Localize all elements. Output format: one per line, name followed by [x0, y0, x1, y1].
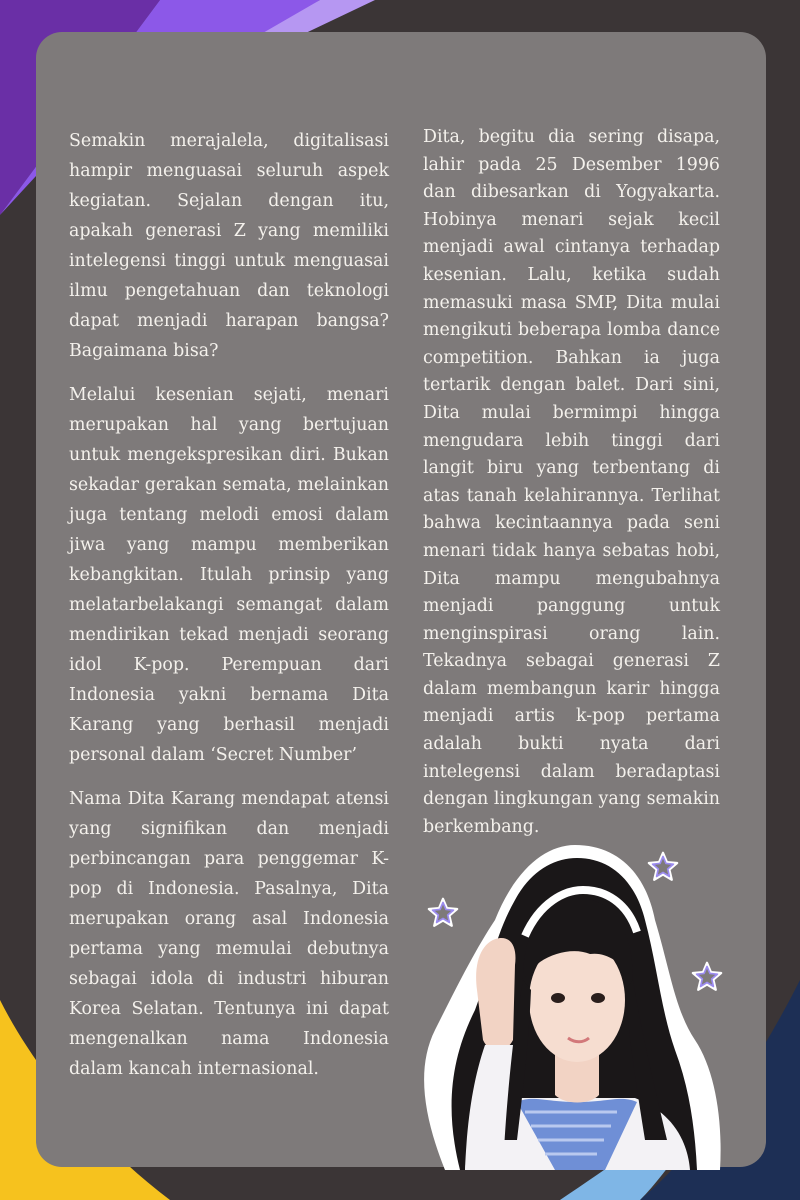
paragraph-dance: Melalui kesenian sejati, menari merupakan hal yang bertujuan untuk mengekspresikan diri. Bukan sekadar gerakan semata, melainkan juga tentang melodi emosi dalam jiwa yang mampu memberikan kebangkitan. Itulah prinsip yang melatarbelakangi semangat dalam mendirikan tekad menjadi seorang idol K-pop. Perempuan dari Indonesia yakni bernama Dita Karang yang berhasil menjadi personal dalam ‘Secret Number’ — [69, 385, 389, 765]
paragraph-biography: Dita, begitu dia sering disapa, lahir pada 25 Desember 1996 dan dibesarkan di Yogyakarta. Hobinya menari sejak kecil menjadi awal cintanya terhadap kesenian. Lalu, ketika sudah memasuki masa SMP, Dita mulai mengikuti beberapa lomba dance competition. Bahkan ia juga tertarik dengan balet. Dari sini, Dita mulai bermimpi hingga mengudara lebih tinggi dari langit biru yang terbentang di atas tanah kelahirannya. Terlihat bahwa kecintaannya pada seni menari tidak hanya sebatas hobi, Dita mampu mengubahnya menjadi panggung untuk menginspirasi orang lain. Tekadnya sebagai generasi Z dalam membangun karir hingga menjadi artis k-pop pertama adalah bukti nyata dari intelegensi dalam beradaptasi dengan lingkungan yang semakin berkembang. — [423, 127, 720, 837]
star-outline-icon — [646, 850, 680, 884]
left-column — [69, 126, 389, 1084]
right-column — [423, 124, 720, 841]
paragraph-intro: Semakin merajalela, digitalisasi hampir menguasai seluruh aspek kegiatan. Sejalan dengan itu, apakah generasi Z yang memiliki intelegensi tinggi untuk menguasai ilmu pengetahuan dan teknologi dapat menjadi harapan bangsa? Bagaimana bisa? — [69, 131, 389, 361]
star-outline-icon — [690, 960, 724, 994]
star-outline-icon — [426, 896, 460, 930]
portrait-photo-icon — [405, 840, 725, 1170]
paragraph-attention: Nama Dita Karang mendapat atensi yang signifikan dan menjadi perbincangan para penggemar K-pop di Indonesia. Pasalnya, Dita merupakan orang asal Indonesia pertama yang memulai debutnya sebagai idola di industri hiburan Korea Selatan. Tentunya ini dapat mengenalkan nama Indonesia dalam kancah internasional. — [69, 789, 389, 1079]
